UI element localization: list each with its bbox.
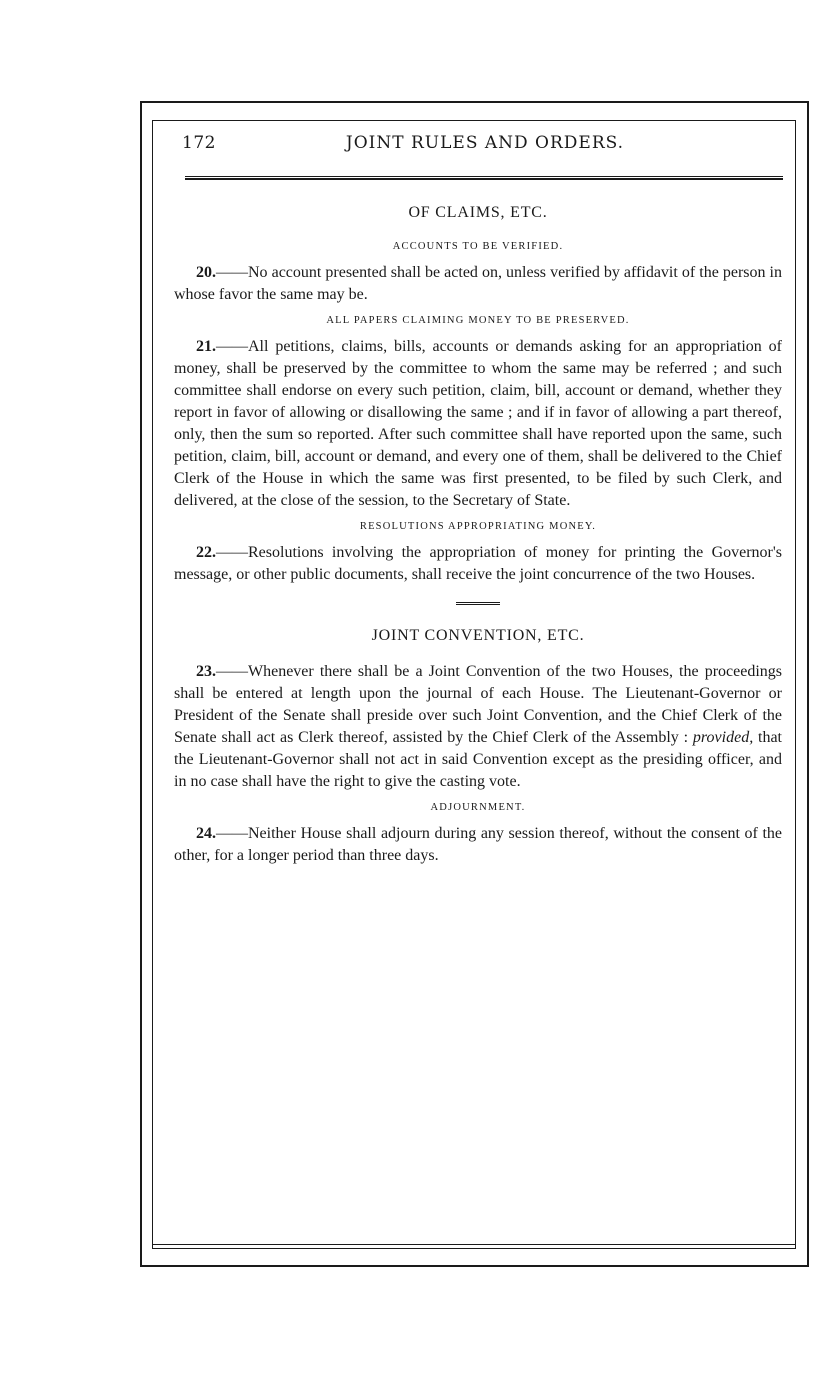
rule-24-number: 24.	[196, 825, 216, 842]
rule-23-number: 23.	[196, 663, 216, 680]
rule-23-italic: provided,	[692, 729, 754, 746]
rule-23-text-after: that the Lieutenant-Governor shall not act in said Convention except as the presiding officer, and in no case shall have the right to give the casting vote.	[174, 729, 783, 790]
rule-20-number: 20.	[196, 264, 216, 281]
rule-22-subtitle: RESOLUTIONS APPROPRIATING MONEY.	[359, 521, 597, 532]
rule-23-dash: ——	[216, 663, 248, 680]
rule-20-text: No account presented shall be acted on, unless verified by affidavit of the person in whose favor the same may be.	[174, 264, 782, 303]
rule-21-dash: ——	[216, 338, 248, 355]
rule-22-number: 22.	[196, 544, 216, 561]
rule-21-text: All petitions, claims, bills, accounts or demands asking for an appropriation of money, shall be preserved by the committee to whom the same may be referred ; and such committee shall endorse on every such petition, claim, bill, account or demand, whether they report in favor of allowing or disallowing the same ; and if in favor of allowing a part thereof, only, then the sum so reported. After such committee shall have reported upon the same, such petition, claim, bill, account or demand, and every one of them, shall be delivered to the Chief Clerk of the House in which the same was first presented, to be filed by such Clerk, and delivered, at the close of the session, to the Secretary of State.	[174, 338, 782, 509]
section-title-claims: OF CLAIMS, ETC.	[408, 204, 548, 221]
rule-24-paragraph	[174, 823, 782, 867]
rule-21-number: 21.	[196, 338, 216, 355]
rule-22-text: Resolutions involving the appropriation of money for printing the Governor's message, or other public documents, shall receive the joint concurrence of the two Houses.	[174, 544, 782, 583]
page-content	[174, 200, 782, 867]
rule-20-subtitle: ACCOUNTS TO BE VERIFIED.	[392, 241, 564, 252]
page-number: 172	[182, 133, 216, 153]
rule-22-dash: ——	[216, 544, 248, 561]
running-head: JOINT RULES AND ORDERS.	[345, 133, 625, 153]
rule-22-paragraph	[174, 542, 782, 586]
section-divider	[456, 602, 500, 605]
rule-21-paragraph	[174, 336, 782, 512]
header-rule	[185, 176, 783, 180]
bottom-rule	[152, 1244, 796, 1245]
rule-20-dash: ——	[216, 264, 248, 281]
rule-23-text-before: Whenever there shall be a Joint Convention of the two Houses, the proceedings shall be entered at length upon the journal of each House. The Lieutenant-Governor or President of the Senate shall preside over such Joint Convention, and the Chief Clerk of the Senate shall act as Clerk thereof, assisted by the Chief Clerk of the Assembly :	[174, 663, 782, 746]
rule-23-paragraph	[174, 661, 782, 793]
rule-24-dash: ——	[216, 825, 248, 842]
section-title-convention: JOINT CONVENTION, ETC.	[371, 627, 585, 644]
rule-21-subtitle: ALL PAPERS CLAIMING MONEY TO BE PRESERVED.	[326, 315, 630, 326]
rule-24-text: Neither House shall adjourn during any session thereof, without the consent of the other, for a longer period than three days.	[174, 825, 782, 864]
rule-20-paragraph	[174, 262, 782, 306]
rule-24-subtitle: ADJOURNMENT.	[430, 802, 526, 813]
